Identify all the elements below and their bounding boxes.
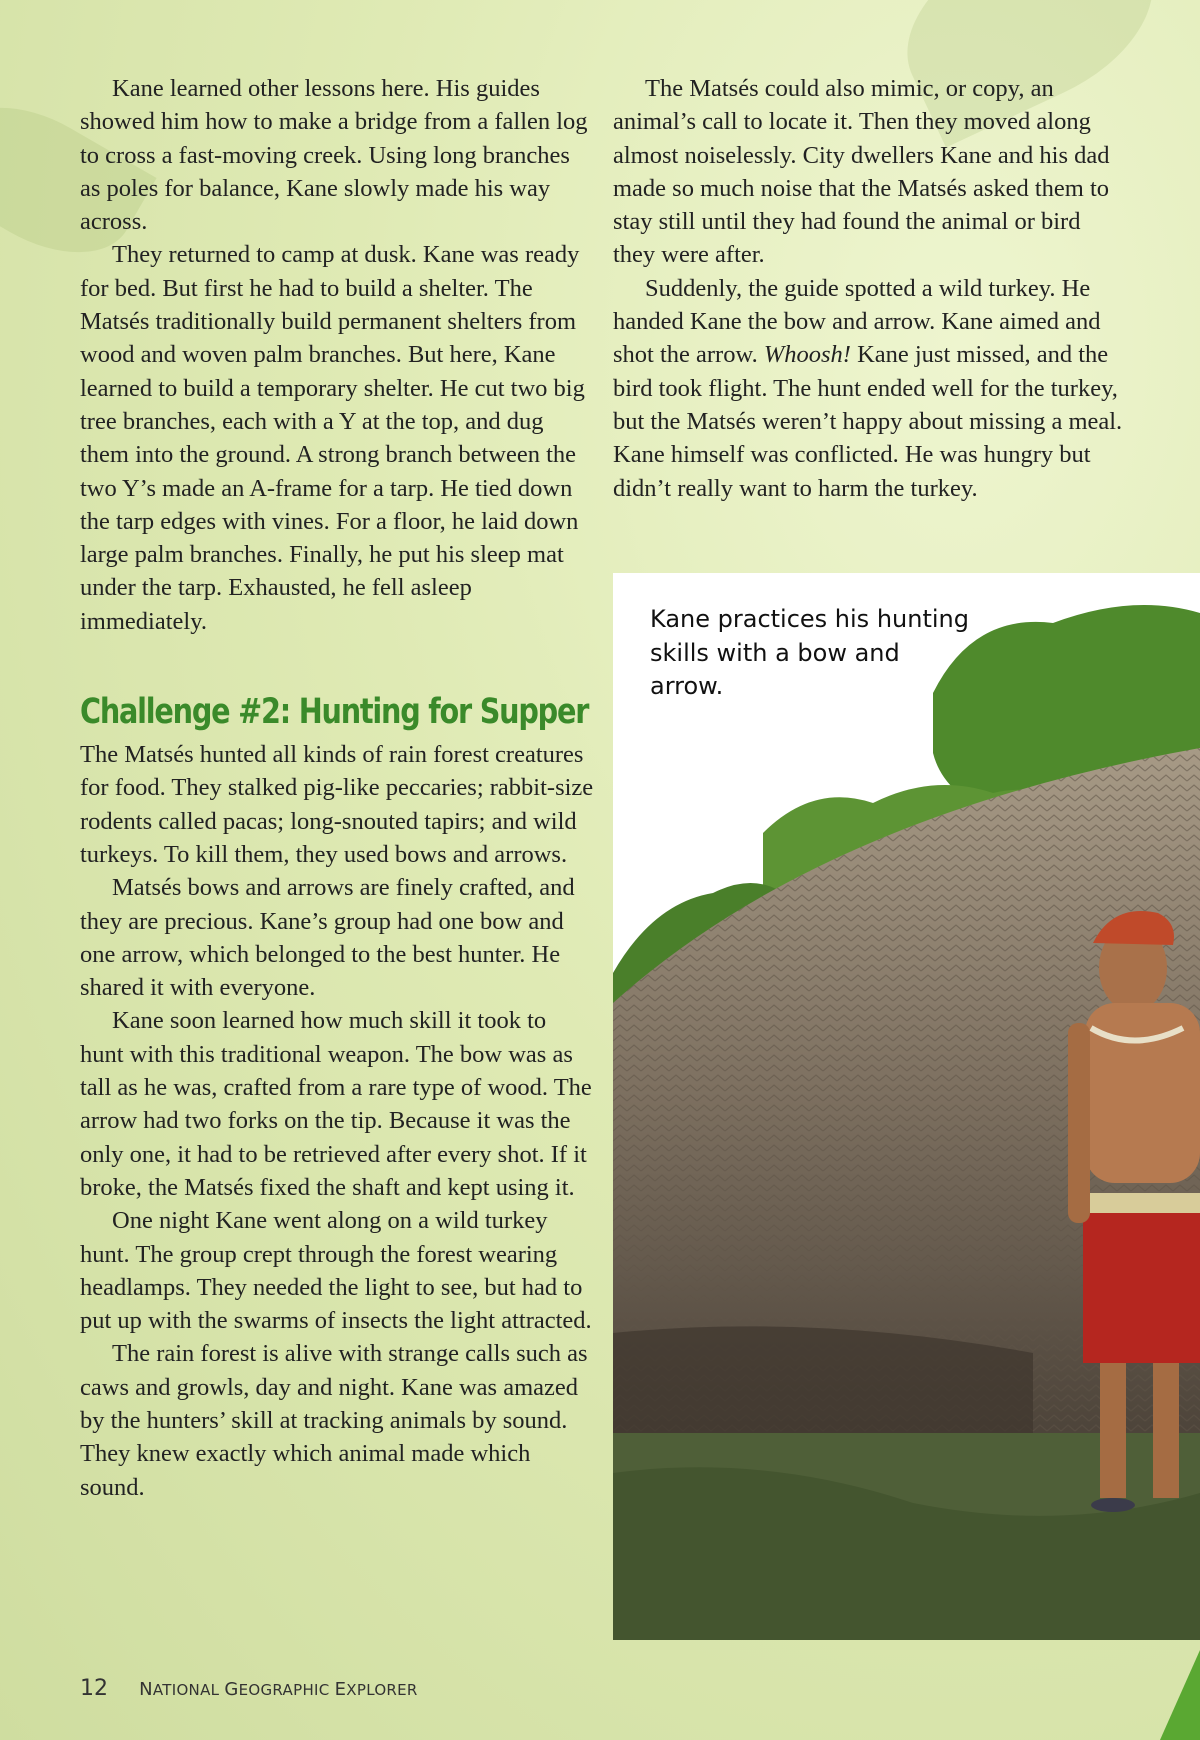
- body-paragraph: The Matsés could also mimic, or copy, an animal’s call to locate it. Then they moved along almost noiselessly. City dwellers Kane and his dad made so much noise that the Matsés asked them to stay still until they had found the animal or bird they were after.: [613, 75, 1110, 269]
- body-paragraph: One night Kane went along on a wild turkey hunt. The group crept through the forest wearing headlamps. They needed the light to see, but had to put up with the swarms of insects the light attracted.: [80, 1207, 592, 1335]
- right-text-column: [613, 72, 1123, 505]
- body-paragraph: They returned to camp at dusk. Kane was ready for bed. But first he had to build a shelter. The Matsés traditionally build permanent shelters from wood and woven palm branches. But here, Kane learned to build a temporary shelter. He cut two big tree branches, each with a Y at the top, and dug them into the ground. A strong branch between the two Y’s made an A-frame for a tarp. He tied down the tarp edges with vines. For a floor, he laid down large palm branches. Finally, he put his sleep mat under the tarp. Exhausted, he fell asleep immediately.: [80, 241, 585, 635]
- hunting-photo: [613, 573, 1200, 1640]
- corner-leaf-decoration: [1160, 1650, 1200, 1740]
- left-text-column: [80, 72, 595, 1504]
- section-heading: Challenge #2: Hunting for Supper: [80, 692, 589, 733]
- body-paragraph: Kane soon learned how much skill it took to hunt with this traditional weapon. The bow was as tall as he was, crafted from a rare type of wood. The arrow had two forks on the tip. Because it was the only one, it had to be retrieved after every shot. If it broke, the Matsés fixed the shaft and kept using it.: [80, 1007, 592, 1201]
- paragraph-text: Kane just missed, and the bird took flight. The hunt ended well for the turkey, but the Matsés weren’t happy about missing a meal. Kane himself was conflicted. He was hungry but didn’t really want to harm the turkey.: [613, 341, 1123, 502]
- body-paragraph: The rain forest is alive with strange calls such as caws and growls, day and night. Kane was amazed by the hunters’ skill at tracking animals by sound. They knew exactly which animal made which sound.: [80, 1340, 588, 1501]
- paragraph-text: Suddenly, the guide spotted a wild turkey. He handed Kane the bow and arrow. Kane aimed and shot the arrow.: [613, 274, 1101, 369]
- magazine-name: NATIONAL GEOGRAPHIC EXPLORER: [139, 1679, 418, 1700]
- photo-caption: Kane practices his hunting skills with a bow and arrow.: [650, 605, 969, 700]
- body-paragraph: The Matsés hunted all kinds of rain forest creatures for food. They stalked pig-like peccaries; rabbit-size rodents called pacas; long-snouted tapirs; and wild turkeys. To kill them, they used bows and arrows.: [80, 741, 594, 868]
- body-paragraph: [613, 272, 1123, 505]
- page-footer: [80, 1676, 418, 1701]
- sound-word: Whoosh!: [763, 341, 851, 369]
- photo-illustration: [613, 573, 1200, 1640]
- page-number: 12: [80, 1676, 108, 1701]
- body-paragraph: Kane learned other lessons here. His guides showed him how to make a bridge from a fallen log to cross a fast-moving creek. Using long branches as poles for balance, Kane slowly made his way across.: [80, 75, 588, 236]
- body-paragraph: Matsés bows and arrows are finely crafted, and they are precious. Kane’s group had one bow and one arrow, which belonged to the best hunter. He shared it with everyone.: [80, 874, 575, 1002]
